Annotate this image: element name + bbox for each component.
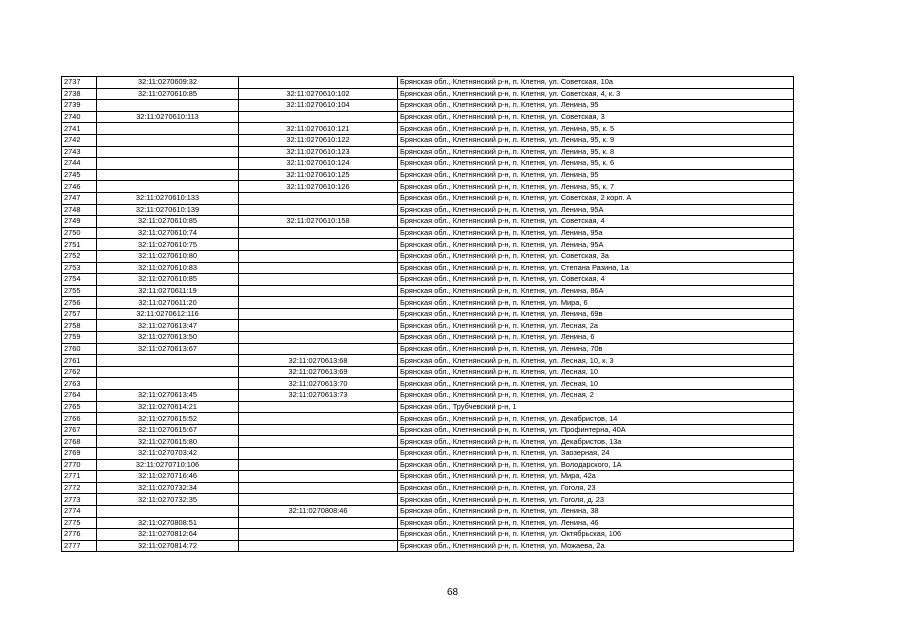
row-number-cell: 2769 (62, 448, 97, 460)
related-cadastral-number-cell: 32:11:0270610:124 (239, 158, 398, 170)
table-row (62, 111, 794, 123)
related-cadastral-number-cell (239, 517, 398, 529)
address-cell: Брянская обл., Клетнянский р-н, п. Клетня, ул. Лесная, 2 (398, 390, 794, 402)
address-cell: Брянская обл., Клетнянский р-н, п. Клетня, ул. Ленина, 69в (398, 308, 794, 320)
address-cell: Брянская обл., Клетнянский р-н, п. Клетня, ул. Советская, 10а (398, 77, 794, 89)
row-number-cell: 2775 (62, 517, 97, 529)
address-cell: Брянская обл., Клетнянский р-н, п. Клетня, ул. Заозерная, 24 (398, 448, 794, 460)
address-cell: Брянская обл., Клетнянский р-н, п. Клетня, ул. Ленина, 95, к. 5 (398, 123, 794, 135)
row-number-cell: 2747 (62, 192, 97, 204)
related-cadastral-number-cell (239, 494, 398, 506)
address-cell: Брянская обл., Клетнянский р-н, п. Клетня, ул. Октябрьская, 106 (398, 529, 794, 541)
cadastral-number-cell: 32:11:0270808:51 (97, 517, 239, 529)
row-number-cell: 2749 (62, 216, 97, 228)
related-cadastral-number-cell (239, 250, 398, 262)
table-row (62, 320, 794, 332)
row-number-cell: 2758 (62, 320, 97, 332)
row-number-cell: 2737 (62, 77, 97, 89)
related-cadastral-number-cell (239, 448, 398, 460)
row-number-cell: 2767 (62, 424, 97, 436)
cadastral-number-cell: 32:11:0270703:42 (97, 448, 239, 460)
address-cell: Брянская обл., Клетнянский р-н, п. Клетня, ул. Ленина, 95 (398, 100, 794, 112)
address-cell: Брянская обл., Клетнянский р-н, п. Клетня, ул. Ленина, 95А (398, 239, 794, 251)
table-row (62, 459, 794, 471)
cadastral-number-cell: 32:11:0270814:72 (97, 540, 239, 552)
row-number-cell: 2756 (62, 297, 97, 309)
cadastral-number-cell (97, 181, 239, 193)
address-cell: Брянская обл., Клетнянский р-н, п. Клетня, ул. Советская, 3а (398, 250, 794, 262)
address-cell: Брянская обл., Клетнянский р-н, п. Клетня, ул. Ленина, 95 (398, 169, 794, 181)
address-cell: Брянская обл., Клетнянский р-н, п. Клетня, ул. Ленина, 95А (398, 204, 794, 216)
table-row (62, 77, 794, 89)
cadastral-number-cell: 32:11:0270615:80 (97, 436, 239, 448)
table-row (62, 204, 794, 216)
cadastral-number-cell: 32:11:0270613:45 (97, 390, 239, 402)
address-cell: Брянская обл., Клетнянский р-н, п. Клетня, ул. Декабристов, 14 (398, 413, 794, 425)
row-number-cell: 2738 (62, 88, 97, 100)
cadastral-number-cell: 32:11:0270716:46 (97, 471, 239, 483)
cadastral-number-cell: 32:11:0270613:47 (97, 320, 239, 332)
address-cell: Брянская обл., Клетнянский р-н, п. Клетня, ул. Советская, 4, к. 3 (398, 88, 794, 100)
address-cell: Брянская обл., Клетнянский р-н, п. Клетня, ул. Лесная, 10 (398, 366, 794, 378)
address-cell: Брянская обл., Клетнянский р-н, п. Клетня, ул. Ленина, 86А (398, 285, 794, 297)
table-row (62, 308, 794, 320)
table-row (62, 88, 794, 100)
cadastral-number-cell: 32:11:0270732:34 (97, 482, 239, 494)
address-cell: Брянская обл., Клетнянский р-н, п. Клетня, ул. Мира, 42а (398, 471, 794, 483)
row-number-cell: 2774 (62, 505, 97, 517)
table-row (62, 390, 794, 402)
row-number-cell: 2746 (62, 181, 97, 193)
row-number-cell: 2745 (62, 169, 97, 181)
address-cell: Брянская обл., Клетнянский р-н, п. Клетня, ул. Ленина, 95, к. 6 (398, 158, 794, 170)
row-number-cell: 2773 (62, 494, 97, 506)
table-row (62, 297, 794, 309)
cadastral-number-cell (97, 100, 239, 112)
table-row (62, 540, 794, 552)
related-cadastral-number-cell (239, 332, 398, 344)
address-cell: Брянская обл., Клетнянский р-н, п. Клетня, ул. Декабристов, 13а (398, 436, 794, 448)
table-row (62, 285, 794, 297)
related-cadastral-number-cell (239, 471, 398, 483)
table-row (62, 424, 794, 436)
cadastral-number-cell (97, 505, 239, 517)
related-cadastral-number-cell: 32:11:0270613:69 (239, 366, 398, 378)
cadastral-number-cell: 32:11:0270710:106 (97, 459, 239, 471)
cadastral-number-cell: 32:11:0270732:35 (97, 494, 239, 506)
table-row (62, 366, 794, 378)
row-number-cell: 2753 (62, 262, 97, 274)
related-cadastral-number-cell (239, 459, 398, 471)
cadastral-number-cell: 32:11:0270612:116 (97, 308, 239, 320)
related-cadastral-number-cell (239, 413, 398, 425)
related-cadastral-number-cell: 32:11:0270610:102 (239, 88, 398, 100)
registry-table-body (62, 77, 794, 552)
related-cadastral-number-cell (239, 401, 398, 413)
cadastral-number-cell: 32:11:0270613:50 (97, 332, 239, 344)
related-cadastral-number-cell (239, 274, 398, 286)
row-number-cell: 2739 (62, 100, 97, 112)
address-cell: Брянская обл., Клетнянский р-н, п. Клетня, ул. Ленина, 46 (398, 517, 794, 529)
related-cadastral-number-cell: 32:11:0270613:70 (239, 378, 398, 390)
table-row (62, 505, 794, 517)
related-cadastral-number-cell (239, 227, 398, 239)
table-row (62, 413, 794, 425)
related-cadastral-number-cell (239, 436, 398, 448)
row-number-cell: 2740 (62, 111, 97, 123)
related-cadastral-number-cell: 32:11:0270613:68 (239, 355, 398, 367)
address-cell: Брянская обл., Клетнянский р-н, п. Клетня, ул. Советская, 2 корп. А (398, 192, 794, 204)
address-cell: Брянская обл., Клетнянский р-н, п. Клетня, ул. Володарского, 1А (398, 459, 794, 471)
table-row (62, 216, 794, 228)
row-number-cell: 2768 (62, 436, 97, 448)
address-cell: Брянская обл., Клетнянский р-н, п. Клетня, ул. Ленина, 38 (398, 505, 794, 517)
address-cell: Брянская обл., Клетнянский р-н, п. Клетня, ул. Ленина, 95, к. 7 (398, 181, 794, 193)
related-cadastral-number-cell: 32:11:0270610:158 (239, 216, 398, 228)
related-cadastral-number-cell (239, 308, 398, 320)
cadastral-number-cell (97, 169, 239, 181)
table-row (62, 239, 794, 251)
address-cell: Брянская обл., Клетнянский р-н, п. Клетня, ул. Мира, 6 (398, 297, 794, 309)
cadastral-number-cell: 32:11:0270614:21 (97, 401, 239, 413)
cadastral-number-cell: 32:11:0270610:83 (97, 262, 239, 274)
related-cadastral-number-cell: 32:11:0270610:126 (239, 181, 398, 193)
row-number-cell: 2741 (62, 123, 97, 135)
row-number-cell: 2766 (62, 413, 97, 425)
row-number-cell: 2752 (62, 250, 97, 262)
cadastral-number-cell: 32:11:0270613:67 (97, 343, 239, 355)
table-row (62, 100, 794, 112)
row-number-cell: 2763 (62, 378, 97, 390)
table-row (62, 482, 794, 494)
related-cadastral-number-cell (239, 204, 398, 216)
related-cadastral-number-cell (239, 239, 398, 251)
row-number-cell: 2744 (62, 158, 97, 170)
row-number-cell: 2742 (62, 134, 97, 146)
related-cadastral-number-cell: 32:11:0270610:123 (239, 146, 398, 158)
row-number-cell: 2757 (62, 308, 97, 320)
table-row (62, 401, 794, 413)
row-number-cell: 2748 (62, 204, 97, 216)
table-row (62, 250, 794, 262)
address-cell: Брянская обл., Клетнянский р-н, п. Клетня, ул. Профинтерна, 40А (398, 424, 794, 436)
related-cadastral-number-cell: 32:11:0270610:125 (239, 169, 398, 181)
cadastral-number-cell: 32:11:0270610:80 (97, 250, 239, 262)
table-row (62, 192, 794, 204)
table-row (62, 181, 794, 193)
row-number-cell: 2743 (62, 146, 97, 158)
cadastral-number-cell: 32:11:0270812:64 (97, 529, 239, 541)
related-cadastral-number-cell: 32:11:0270610:121 (239, 123, 398, 135)
address-cell: Брянская обл., Клетнянский р-н, п. Клетня, ул. Ленина, 70в (398, 343, 794, 355)
registry-table (61, 76, 794, 552)
table-row (62, 227, 794, 239)
address-cell: Брянская обл., Клетнянский р-н, п. Клетня, ул. Ленина, 95а (398, 227, 794, 239)
table-row (62, 378, 794, 390)
cadastral-number-cell: 32:11:0270610:113 (97, 111, 239, 123)
related-cadastral-number-cell (239, 111, 398, 123)
address-cell: Брянская обл., Клетнянский р-н, п. Клетня, ул. Ленина, 95, к. 8 (398, 146, 794, 158)
address-cell: Брянская обл., Клетнянский р-н, п. Клетня, ул. Лесная, 10 (398, 378, 794, 390)
table-row (62, 332, 794, 344)
row-number-cell: 2777 (62, 540, 97, 552)
related-cadastral-number-cell: 32:11:0270610:104 (239, 100, 398, 112)
related-cadastral-number-cell (239, 297, 398, 309)
address-cell: Брянская обл., Клетнянский р-н, п. Клетня, ул. Ленина, 95, к. 9 (398, 134, 794, 146)
cadastral-number-cell (97, 355, 239, 367)
address-cell: Брянская обл., Клетнянский р-н, п. Клетня, ул. Гоголя, д. 23 (398, 494, 794, 506)
related-cadastral-number-cell: 32:11:0270808:46 (239, 505, 398, 517)
table-row (62, 123, 794, 135)
address-cell: Брянская обл., Клетнянский р-н, п. Клетня, ул. Советская, 4 (398, 216, 794, 228)
cadastral-number-cell (97, 146, 239, 158)
cadastral-number-cell: 32:11:0270610:75 (97, 239, 239, 251)
related-cadastral-number-cell (239, 482, 398, 494)
related-cadastral-number-cell (239, 529, 398, 541)
related-cadastral-number-cell (239, 77, 398, 89)
table-row (62, 146, 794, 158)
table-row (62, 355, 794, 367)
row-number-cell: 2751 (62, 239, 97, 251)
address-cell: Брянская обл., Клетнянский р-н, п. Клетня, ул. Лесная, 2а (398, 320, 794, 332)
address-cell: Брянская обл., Клетнянский р-н, п. Клетня, ул. Степана Разина, 1а (398, 262, 794, 274)
cadastral-number-cell (97, 158, 239, 170)
related-cadastral-number-cell: 32:11:0270613:73 (239, 390, 398, 402)
cadastral-number-cell: 32:11:0270611:19 (97, 285, 239, 297)
row-number-cell: 2760 (62, 343, 97, 355)
cadastral-number-cell (97, 134, 239, 146)
cadastral-number-cell (97, 378, 239, 390)
related-cadastral-number-cell (239, 343, 398, 355)
row-number-cell: 2765 (62, 401, 97, 413)
row-number-cell: 2755 (62, 285, 97, 297)
related-cadastral-number-cell (239, 424, 398, 436)
cadastral-number-cell: 32:11:0270610:85 (97, 216, 239, 228)
row-number-cell: 2764 (62, 390, 97, 402)
row-number-cell: 2750 (62, 227, 97, 239)
address-cell: Брянская обл., Клетнянский р-н, п. Клетня, ул. Лесная, 10, к. 3 (398, 355, 794, 367)
table-row (62, 471, 794, 483)
cadastral-number-cell: 32:11:0270609:32 (97, 77, 239, 89)
row-number-cell: 2762 (62, 366, 97, 378)
related-cadastral-number-cell (239, 320, 398, 332)
row-number-cell: 2761 (62, 355, 97, 367)
cadastral-number-cell: 32:11:0270610:85 (97, 274, 239, 286)
cadastral-number-cell: 32:11:0270615:67 (97, 424, 239, 436)
address-cell: Брянская обл., Клетнянский р-н, п. Клетня, ул. Можаева, 2а (398, 540, 794, 552)
cadastral-number-cell (97, 123, 239, 135)
cadastral-number-cell: 32:11:0270610:139 (97, 204, 239, 216)
related-cadastral-number-cell (239, 262, 398, 274)
table-row (62, 343, 794, 355)
row-number-cell: 2759 (62, 332, 97, 344)
related-cadastral-number-cell (239, 540, 398, 552)
address-cell: Брянская обл., Трубчевский р-н, 1 (398, 401, 794, 413)
address-cell: Брянская обл., Клетнянский р-н, п. Клетня, ул. Советская, 3 (398, 111, 794, 123)
page-number: 68 (446, 587, 459, 598)
address-cell: Брянская обл., Клетнянский р-н, п. Клетня, ул. Советская, 4 (398, 274, 794, 286)
related-cadastral-number-cell: 32:11:0270610:122 (239, 134, 398, 146)
related-cadastral-number-cell (239, 192, 398, 204)
related-cadastral-number-cell (239, 285, 398, 297)
table-row (62, 529, 794, 541)
row-number-cell: 2770 (62, 459, 97, 471)
table-row (62, 448, 794, 460)
table-row (62, 169, 794, 181)
table-row (62, 274, 794, 286)
table-row (62, 158, 794, 170)
cadastral-number-cell: 32:11:0270610:74 (97, 227, 239, 239)
row-number-cell: 2754 (62, 274, 97, 286)
row-number-cell: 2772 (62, 482, 97, 494)
cadastral-number-cell: 32:11:0270615:52 (97, 413, 239, 425)
address-cell: Брянская обл., Клетнянский р-н, п. Клетня, ул. Гоголя, 23 (398, 482, 794, 494)
cadastral-number-cell: 32:11:0270610:85 (97, 88, 239, 100)
cadastral-number-cell (97, 366, 239, 378)
row-number-cell: 2771 (62, 471, 97, 483)
row-number-cell: 2776 (62, 529, 97, 541)
cadastral-number-cell: 32:11:0270610:133 (97, 192, 239, 204)
table-row (62, 134, 794, 146)
address-cell: Брянская обл., Клетнянский р-н, п. Клетня, ул. Ленина, 6 (398, 332, 794, 344)
table-row (62, 517, 794, 529)
table-row (62, 436, 794, 448)
table-row (62, 262, 794, 274)
cadastral-number-cell: 32:11:0270611:20 (97, 297, 239, 309)
table-row (62, 494, 794, 506)
